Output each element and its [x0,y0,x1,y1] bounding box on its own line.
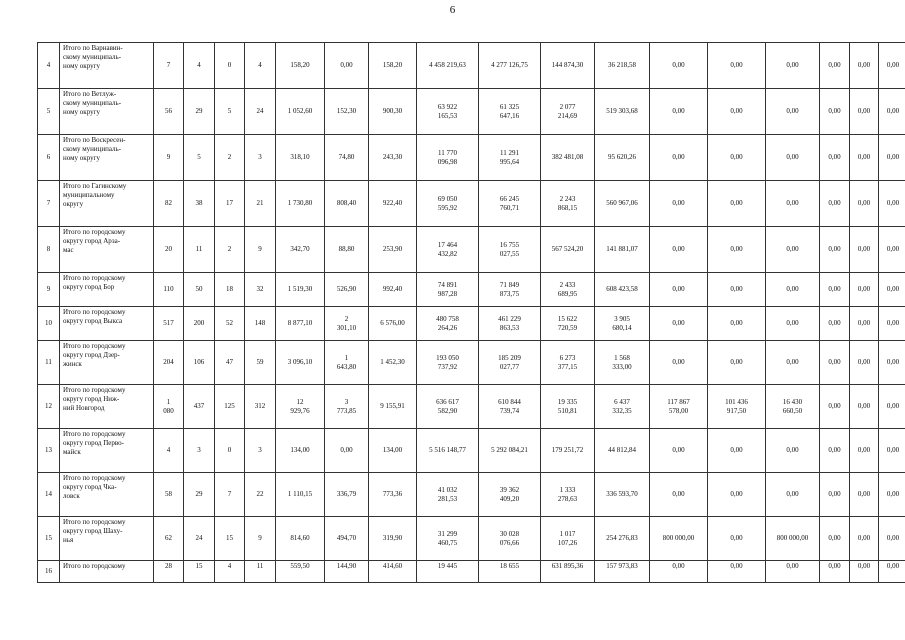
table-cell: 9 [245,517,276,561]
table-cell: 808,40 [325,181,369,227]
row-name: Итого по городскому округу город Дзер- жинск [60,341,154,385]
table-cell: 158,20 [369,43,417,89]
table-cell: 179 251,72 [541,429,595,473]
table-cell: 0,00 [820,89,850,135]
table-row [38,341,905,385]
table-cell: 6 576,00 [369,307,417,341]
table-cell: 608 423,58 [595,273,650,307]
table-cell: 0,00 [820,181,850,227]
table-cell: 2 077 214,69 [541,89,595,135]
table-cell: 144 874,30 [541,43,595,89]
table-cell: 32 [245,273,276,307]
row-number: 14 [38,473,60,517]
row-name: Итого по Ветлуж- скому муниципаль- ному округу [60,89,154,135]
table-cell: 0,00 [766,473,820,517]
table-cell: 0,00 [650,307,708,341]
table-cell: 134,00 [369,429,417,473]
page-number: 6 [449,4,456,16]
table-cell: 800 000,00 [650,517,708,561]
table-cell: 342,70 [276,227,325,273]
table-cell: 56 [154,89,184,135]
table-cell: 0,00 [708,517,766,561]
table-cell: 5 516 148,77 [417,429,479,473]
table-cell: 41 032 281,53 [417,473,479,517]
table-cell: 2 [215,135,245,181]
table-cell: 31 299 460,75 [417,517,479,561]
table-cell: 0,00 [850,385,879,429]
table-cell: 0,00 [650,135,708,181]
table-cell: 0,00 [708,273,766,307]
table-cell: 0,00 [708,181,766,227]
table-row [38,561,905,583]
table-cell: 0,00 [708,89,766,135]
table-cell: 3 773,85 [325,385,369,429]
table-cell: 0,00 [820,385,850,429]
table-cell: 0,00 [879,517,905,561]
table-cell: 0,00 [766,181,820,227]
table-cell: 414,60 [369,561,417,583]
table-cell: 30 028 076,66 [479,517,541,561]
table-cell: 0,00 [766,227,820,273]
table-cell: 0,00 [766,429,820,473]
table-row [38,385,905,429]
table-cell: 15 622 720,59 [541,307,595,341]
table-cell: 253,90 [369,227,417,273]
table-cell: 0,00 [850,89,879,135]
table-row [38,227,905,273]
table-cell: 17 [215,181,245,227]
table-cell: 1 519,30 [276,273,325,307]
row-number: 5 [38,89,60,135]
table-cell: 0,00 [650,89,708,135]
table-cell: 185 209 027,77 [479,341,541,385]
table-cell: 19 335 510,81 [541,385,595,429]
table-cell: 1 110,15 [276,473,325,517]
table-cell: 2 243 868,15 [541,181,595,227]
table-cell: 0,00 [820,341,850,385]
table-cell: 4 [184,43,215,89]
table-cell: 19 445 [417,561,479,583]
table-cell: 526,90 [325,273,369,307]
table-cell: 62 [154,517,184,561]
table-cell: 1 568 333,00 [595,341,650,385]
row-number: 8 [38,227,60,273]
table-cell: 0,00 [650,473,708,517]
table-cell: 15 [184,561,215,583]
table-cell: 0 [215,429,245,473]
table-cell: 0,00 [650,341,708,385]
table-cell: 992,40 [369,273,417,307]
table-cell: 9 [154,135,184,181]
table-cell: 5 [184,135,215,181]
table-cell: 3 096,10 [276,341,325,385]
table-cell: 200 [184,307,215,341]
table-cell: 814,60 [276,517,325,561]
table-cell: 0,00 [850,135,879,181]
row-number: 4 [38,43,60,89]
table-cell: 7 [215,473,245,517]
table-cell: 254 276,83 [595,517,650,561]
table-row [38,43,905,89]
table-cell: 1 730,80 [276,181,325,227]
table-cell: 336 593,70 [595,473,650,517]
table-row [38,517,905,561]
table-cell: 5 [215,89,245,135]
table-cell: 9 [245,227,276,273]
table-cell: 0,00 [708,561,766,583]
table-cell: 95 620,26 [595,135,650,181]
table-cell: 110 [154,273,184,307]
table-cell: 610 844 739,74 [479,385,541,429]
row-number: 6 [38,135,60,181]
table-cell: 11 [245,561,276,583]
table-cell: 0,00 [766,561,820,583]
table-cell: 16 430 660,50 [766,385,820,429]
table-cell: 0,00 [879,561,905,583]
table-cell: 0,00 [708,135,766,181]
table-cell: 12 929,76 [276,385,325,429]
table-cell: 1 080 [154,385,184,429]
row-name: Итого по городскому округу город Бор [60,273,154,307]
table-cell: 6 437 332,35 [595,385,650,429]
table-cell: 148 [245,307,276,341]
table-cell: 517 [154,307,184,341]
table-cell: 1 052,60 [276,89,325,135]
table-cell: 4 277 126,75 [479,43,541,89]
row-number: 12 [38,385,60,429]
row-name: Итого по Гагинскому муниципальному округу [60,181,154,227]
table-cell: 0,00 [850,429,879,473]
table-cell: 15 [215,517,245,561]
table-cell: 0,00 [820,43,850,89]
table-cell: 28 [154,561,184,583]
table-cell: 0,00 [325,43,369,89]
row-name: Итого по городскому округу город Выкса [60,307,154,341]
table-cell: 0,00 [879,43,905,89]
data-table [37,42,905,583]
table-cell: 29 [184,89,215,135]
table-cell: 0,00 [325,429,369,473]
table-cell: 50 [184,273,215,307]
row-name: Итого по городскому округу город Шаху- нья [60,517,154,561]
row-name: Итого по Варнавин- скому муниципаль- ному округу [60,43,154,89]
table-cell: 0,00 [766,43,820,89]
table-cell: 0,00 [850,473,879,517]
table-cell: 4 [215,561,245,583]
table-cell: 519 303,68 [595,89,650,135]
table-cell: 382 481,08 [541,135,595,181]
table-cell: 0,00 [879,341,905,385]
row-number: 15 [38,517,60,561]
table-cell: 125 [215,385,245,429]
table-cell: 106 [184,341,215,385]
table-row [38,273,905,307]
table-cell: 0,00 [650,429,708,473]
table-cell: 0,00 [879,307,905,341]
table-row [38,473,905,517]
table-cell: 71 849 873,75 [479,273,541,307]
table-cell: 0,00 [820,227,850,273]
table-row [38,89,905,135]
table-cell: 0,00 [650,227,708,273]
row-name: Итого по городскому округу город Ниж- ний Новгород [60,385,154,429]
table-cell: 3 [184,429,215,473]
table-cell: 24 [184,517,215,561]
table-cell: 0,00 [879,227,905,273]
table-cell: 0,00 [820,517,850,561]
table-cell: 1 017 107,26 [541,517,595,561]
table-cell: 0,00 [708,473,766,517]
table-cell: 773,36 [369,473,417,517]
row-name: Итого по городскому округу город Чка- ловск [60,473,154,517]
table-cell: 0,00 [650,181,708,227]
table-cell: 0,00 [850,273,879,307]
row-name: Итого по городскому [60,561,154,583]
table-cell: 336,79 [325,473,369,517]
table-cell: 567 524,20 [541,227,595,273]
table-cell: 0,00 [850,43,879,89]
table-cell: 0,00 [879,429,905,473]
table-cell: 0,00 [708,307,766,341]
table-cell: 0,00 [766,341,820,385]
table-cell: 0,00 [850,341,879,385]
table-cell: 0 [215,43,245,89]
table-cell: 101 436 917,50 [708,385,766,429]
table-cell: 0,00 [766,273,820,307]
table-cell: 0,00 [708,227,766,273]
table-cell: 0,00 [879,385,905,429]
table-cell: 0,00 [879,181,905,227]
table-cell: 29 [184,473,215,517]
table-cell: 2 301,10 [325,307,369,341]
table-cell: 88,80 [325,227,369,273]
table-cell: 144,90 [325,561,369,583]
table-cell: 59 [245,341,276,385]
table-cell: 24 [245,89,276,135]
table-cell: 36 218,58 [595,43,650,89]
table-cell: 0,00 [820,473,850,517]
table-cell: 117 867 578,00 [650,385,708,429]
table-cell: 11 [184,227,215,273]
table-cell: 0,00 [820,135,850,181]
table-cell: 437 [184,385,215,429]
table-cell: 0,00 [850,517,879,561]
table-row [38,307,905,341]
table-cell: 494,70 [325,517,369,561]
table-cell: 21 [245,181,276,227]
table-cell: 631 895,36 [541,561,595,583]
row-name: Итого по городскому округу город Перво- майск [60,429,154,473]
table-cell: 461 229 863,53 [479,307,541,341]
table-cell: 0,00 [766,135,820,181]
table-cell: 0,00 [766,307,820,341]
table-cell: 0,00 [879,135,905,181]
table-cell: 0,00 [820,429,850,473]
table-cell: 1 333 278,63 [541,473,595,517]
table-cell: 318,10 [276,135,325,181]
table-cell: 0,00 [879,273,905,307]
table-cell: 312 [245,385,276,429]
table-cell: 39 362 409,20 [479,473,541,517]
table-row [38,181,905,227]
table-cell: 0,00 [850,561,879,583]
table-cell: 4 458 219,63 [417,43,479,89]
table-cell: 20 [154,227,184,273]
table-cell: 0,00 [650,273,708,307]
table-cell: 560 967,06 [595,181,650,227]
table-cell: 559,50 [276,561,325,583]
table-cell: 9 155,91 [369,385,417,429]
table-cell: 141 881,07 [595,227,650,273]
table-cell: 480 758 264,26 [417,307,479,341]
table-cell: 0,00 [766,89,820,135]
table-cell: 17 464 432,82 [417,227,479,273]
table-cell: 243,30 [369,135,417,181]
table-cell: 3 [245,429,276,473]
table-cell: 0,00 [708,341,766,385]
table-cell: 63 922 165,53 [417,89,479,135]
table-cell: 636 617 582,90 [417,385,479,429]
row-number: 9 [38,273,60,307]
table-cell: 2 [215,227,245,273]
table-cell: 66 245 760,71 [479,181,541,227]
table-cell: 0,00 [820,307,850,341]
table-cell: 0,00 [820,273,850,307]
table-cell: 11 291 995,64 [479,135,541,181]
table-cell: 0,00 [708,429,766,473]
row-number: 11 [38,341,60,385]
table-cell: 7 [154,43,184,89]
table-cell: 16 755 027,55 [479,227,541,273]
table-cell: 0,00 [820,561,850,583]
row-number: 16 [38,561,60,583]
table-cell: 0,00 [879,473,905,517]
table-cell: 52 [215,307,245,341]
table-cell: 0,00 [650,43,708,89]
table-cell: 4 [154,429,184,473]
table-cell: 157 973,83 [595,561,650,583]
table-cell: 1 643,80 [325,341,369,385]
table-cell: 922,40 [369,181,417,227]
table-cell: 38 [184,181,215,227]
table-cell: 0,00 [850,227,879,273]
table-cell: 2 433 689,95 [541,273,595,307]
table-cell: 47 [215,341,245,385]
table-cell: 3 [245,135,276,181]
table-cell: 0,00 [850,181,879,227]
table-cell: 800 000,00 [766,517,820,561]
table-cell: 74,80 [325,135,369,181]
table-cell: 18 655 [479,561,541,583]
table-cell: 61 325 647,16 [479,89,541,135]
row-number: 7 [38,181,60,227]
row-number: 13 [38,429,60,473]
table-cell: 8 877,10 [276,307,325,341]
table-cell: 0,00 [650,561,708,583]
table-cell: 22 [245,473,276,517]
table-cell: 0,00 [708,43,766,89]
row-number: 10 [38,307,60,341]
table-cell: 0,00 [850,307,879,341]
table-cell: 58 [154,473,184,517]
row-name: Итого по Воскресен- скому муниципаль- ному округу [60,135,154,181]
table-cell: 18 [215,273,245,307]
table-cell: 0,00 [879,89,905,135]
table-cell: 11 770 096,98 [417,135,479,181]
table-cell: 44 812,84 [595,429,650,473]
table-cell: 6 273 377,15 [541,341,595,385]
table-row [38,429,905,473]
table-cell: 4 [245,43,276,89]
table-cell: 74 891 987,28 [417,273,479,307]
table-cell: 319,90 [369,517,417,561]
table-cell: 5 292 084,21 [479,429,541,473]
table-cell: 158,20 [276,43,325,89]
table-cell: 900,30 [369,89,417,135]
table-row [38,135,905,181]
table-cell: 82 [154,181,184,227]
table-cell: 193 050 737,92 [417,341,479,385]
row-name: Итого по городскому округу город Арза- мас [60,227,154,273]
table-cell: 69 050 595,92 [417,181,479,227]
table-cell: 3 905 680,14 [595,307,650,341]
table-cell: 152,30 [325,89,369,135]
table-cell: 1 452,30 [369,341,417,385]
table-cell: 134,00 [276,429,325,473]
table-cell: 204 [154,341,184,385]
